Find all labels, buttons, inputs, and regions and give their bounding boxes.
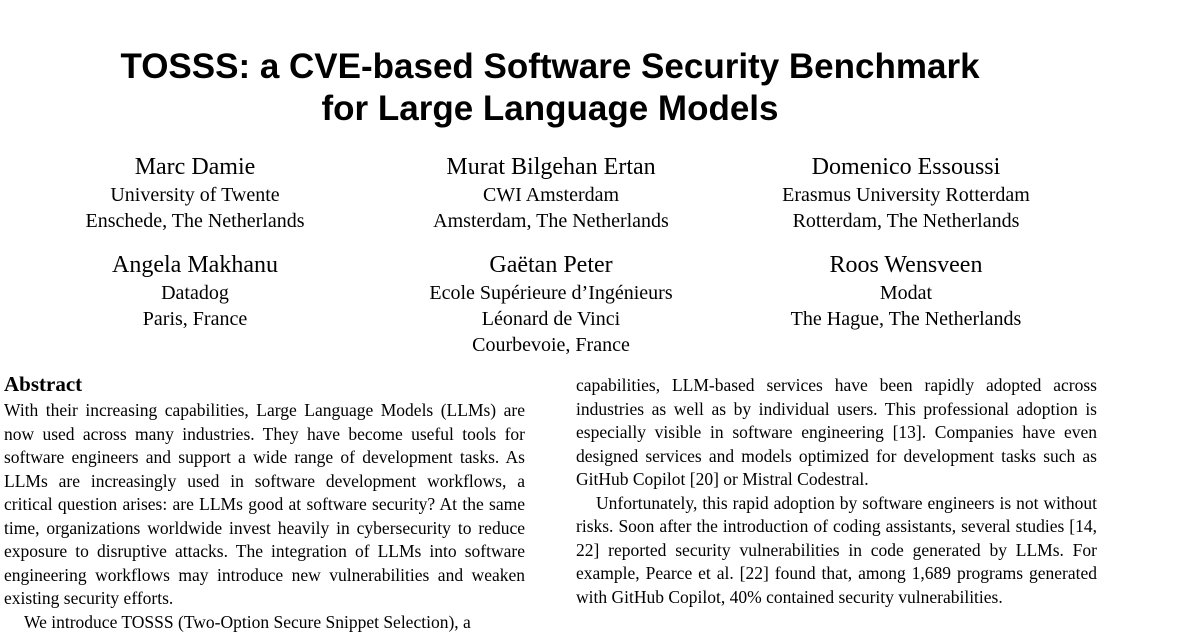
author-affiliation: CWI Amsterdam [386,182,716,208]
left-column [4,370,525,634]
author-location: Courbevoie, France [386,332,716,358]
author-block [741,250,1071,332]
body-paragraph: Unfortunately, this rapid adoption by software engineers is not without risks. Soon after the introduction of coding assistants, several studies [14, 22] reported security vulnerabilities in code generated by LLMs. For example, Pearce et al. [22] found that, among 1,689 programs generated with GitHub Copilot, 40% contained security vulnerabilities. [576,492,1097,610]
author-affiliation: University of Twente [30,182,360,208]
abstract-heading: Abstract [4,370,525,398]
right-column [576,374,1097,609]
author-name: Roos Wensveen [741,250,1071,280]
author-block [30,152,360,234]
paper-title [0,46,1100,130]
author-location: Enschede, The Netherlands [30,208,360,234]
author-name: Gaëtan Peter [386,250,716,280]
author-affiliation: Ecole Supérieure d’Ingénieurs [386,280,716,306]
author-block [386,152,716,234]
author-location: Paris, France [30,306,360,332]
author-name: Domenico Essoussi [741,152,1071,182]
author-affiliation: Datadog [30,280,360,306]
author-block [30,250,360,332]
author-location: The Hague, The Netherlands [741,306,1071,332]
author-block [386,250,716,358]
title-line-2: for Large Language Models [0,88,1100,130]
title-line-1: TOSSS: a CVE-based Software Security Benchmark [0,46,1100,88]
author-location: Amsterdam, The Netherlands [386,208,716,234]
author-affiliation: Modat [741,280,1071,306]
author-affiliation-line-2: Léonard de Vinci [386,306,716,332]
author-name: Marc Damie [30,152,360,182]
author-name: Angela Makhanu [30,250,360,280]
abstract-paragraph: With their increasing capabilities, Large Language Models (LLMs) are now used across many industries. They have become useful tools for software engineers and support a wide range of development tasks. As LLMs are increasingly used in software development workflows, a critical question arises: are LLMs good at software security? At the same time, organizations worldwide invest heavily in cybersecurity to reduce exposure to disruptive attacks. The integration of LLMs into software engineering workflows may introduce new vulnerabilities and weaken existing security efforts. [4,399,525,611]
author-name: Murat Bilgehan Ertan [386,152,716,182]
abstract-paragraph: We introduce TOSSS (Two-Option Secure Snippet Selection), a [4,611,525,634]
author-block [741,152,1071,234]
author-affiliation: Erasmus University Rotterdam [741,182,1071,208]
author-location: Rotterdam, The Netherlands [741,208,1071,234]
body-paragraph: capabilities, LLM-based services have been rapidly adopted across industries as well as by individual users. This professional adoption is especially visible in software engineering [13]. Companies have even designed services and models optimized for development tasks such as GitHub Copilot [20] or Mistral Codestral. [576,374,1097,492]
